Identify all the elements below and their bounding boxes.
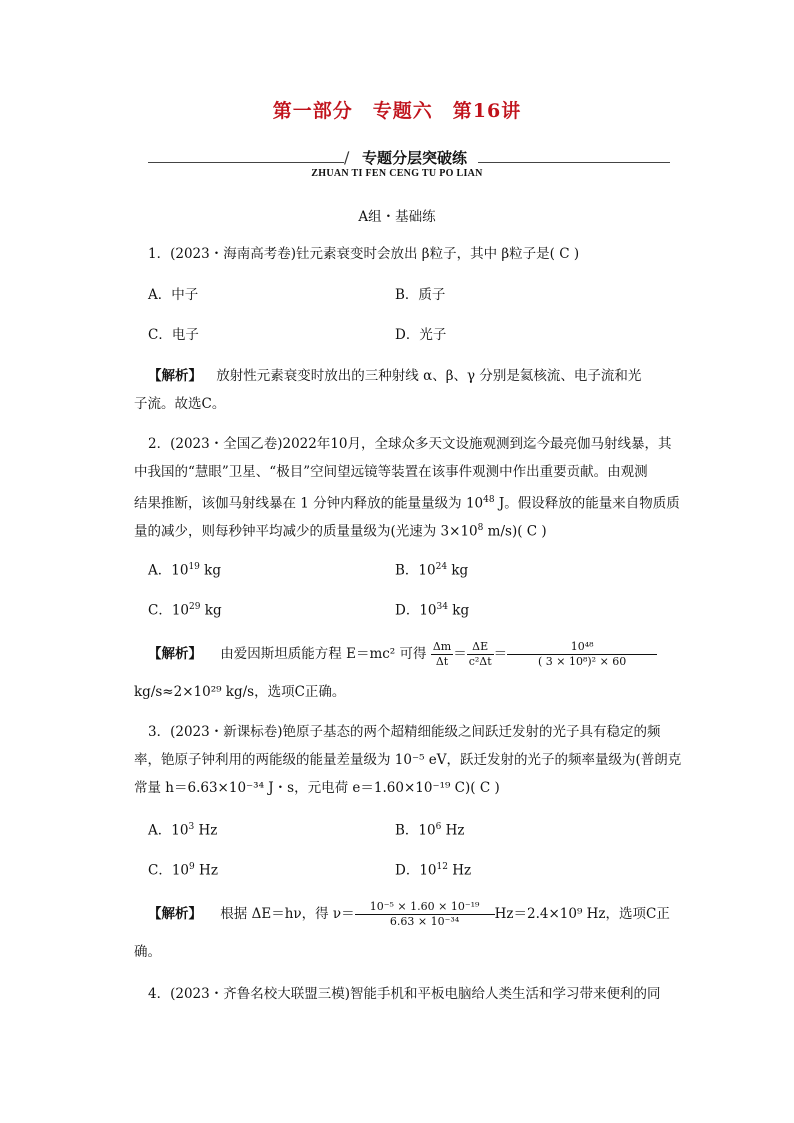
q1-option-d: D．光子 xyxy=(395,327,447,343)
q2-option-c: C．$10^{29}$ kg xyxy=(148,602,222,619)
section-heading: A组・基础练 xyxy=(358,209,436,225)
banner-subtitle: ZHUAN TI FEN CENG TU PO LIAN xyxy=(311,168,483,179)
q2-line3 xyxy=(134,486,694,518)
banner-title: 专题分层突破练 xyxy=(362,149,468,167)
q3-option-b: B．$10^6$ Hz xyxy=(395,822,465,839)
q1-solution-cont: 子流。故选C。 xyxy=(134,396,226,412)
q1-option-a: A．中子 xyxy=(148,287,199,303)
q3-option-c: C．$10^9$ Hz xyxy=(148,862,218,879)
q2-option-a: A．$10^{19}$ kg xyxy=(148,562,222,579)
fraction-frequency: $\frac{\text{10⁻⁵ × 1.60 × 10⁻¹⁹}}{\text{6.63 × 10⁻³⁴}}$ xyxy=(355,900,495,929)
solution-text: 由爱因斯坦质能方程 E＝mc² 可得 xyxy=(220,646,427,662)
solution-label: 【解析】 xyxy=(148,368,202,384)
solution-text: 放射性元素衰变时放出的三种射线 α、β、γ 分别是氦核流、电子流和光 xyxy=(216,368,642,384)
q2-line4-b: m/s)( C ) xyxy=(483,523,547,540)
banner-line-right xyxy=(478,162,670,163)
q2-line3-b: J。假设释放的能量来自物质质 xyxy=(494,495,680,512)
q2-line4 xyxy=(134,514,694,546)
q3-solution xyxy=(148,900,708,929)
q1-option-c: C．电子 xyxy=(148,327,199,343)
q2-line3-a: 结果推断，该伽马射线暴在 1 分钟内释放的能量量级为 10 xyxy=(134,495,484,512)
fraction-de-c2dt: $\frac{\Delta E}{\text{c²Δt}}$ xyxy=(468,640,492,668)
q2-line3-sup: 48 xyxy=(483,495,495,505)
q2-line4-sup: 8 xyxy=(477,523,484,533)
solution-label: 【解析】 xyxy=(148,646,202,662)
q2-option-d: D．$10^{34}$ kg xyxy=(395,602,470,619)
q3-line3: 常量 h＝6.63×10⁻³⁴ J・s，元电荷 e＝1.60×10⁻¹⁹ C)( C ) xyxy=(134,780,500,796)
banner-line-left xyxy=(148,162,344,163)
q3-option-a: A．$10^3$ Hz xyxy=(148,822,218,839)
page-title: 第一部分 专题六 第16讲 xyxy=(272,100,522,122)
q3-line2: 率，铯原子钟利用的两能级的能量差量级为 10⁻⁵ eV，跃迁发射的光子的频率量级为(普朗克 xyxy=(134,752,682,768)
fraction-value: $\frac{\text{10⁴⁸}}{\text{( 3 × 10⁸)² × 60}}$ xyxy=(507,640,657,669)
q2-solution: 【解析】 由爱因斯坦质能方程 E＝mc² 可得 $\frac{\Delta m}{\Delta t}$ ＝ $\frac{\Delta E}{\text{c²Δt}}$ ＝ $\frac{\text{10⁴⁸}}{\text{( 3 × 10⁸)² × 60}}$ xyxy=(148,640,708,669)
q3-option-d: D．$10^{12}$ Hz xyxy=(395,862,472,879)
q2-solution-cont: kg/s≈2×10²⁹ kg/s，选项C正确。 xyxy=(134,684,346,700)
fraction-dm-dt: $\frac{\Delta m}{\Delta t}$ xyxy=(432,640,452,668)
solution-text: 根据 ΔE＝hν，得 ν＝ xyxy=(220,906,355,922)
banner-slash: ∕ xyxy=(344,148,350,167)
solution-tail: Hz＝2.4×10⁹ Hz，选项C正 xyxy=(494,906,670,922)
q4-line1: 4．(2023・齐鲁名校大联盟三模)智能手机和平板电脑给人类生活和学习带来便利的同 xyxy=(148,986,661,1002)
q2-line1: 2．(2023・全国乙卷)2022年10月，全球众多天文设施观测到迄今最亮伽马射线暴，其 xyxy=(148,436,672,452)
q1-stem: 1．(2023・海南高考卷)钍元素衰变时会放出 β粒子，其中 β粒子是( C ) xyxy=(148,246,580,262)
q3-solution-cont: 确。 xyxy=(134,944,161,960)
q1-solution xyxy=(148,362,688,390)
q2-option-b: B．$10^{24}$ kg xyxy=(395,562,469,579)
q2-line4-a: 量的减少，则每秒钟平均减少的质量量级为(光速为 3×10 xyxy=(134,523,478,540)
q3-line1: 3．(2023・新课标卷)铯原子基态的两个超精细能级之间跃迁发射的光子具有稳定的频 xyxy=(148,724,661,740)
solution-label: 【解析】 xyxy=(148,906,202,922)
q2-line2: 中我国的“慧眼”卫星、“极目”空间望远镜等装置在该事件观测中作出重要贡献。由观测 xyxy=(134,464,648,480)
q1-option-b: B．质子 xyxy=(395,287,446,303)
